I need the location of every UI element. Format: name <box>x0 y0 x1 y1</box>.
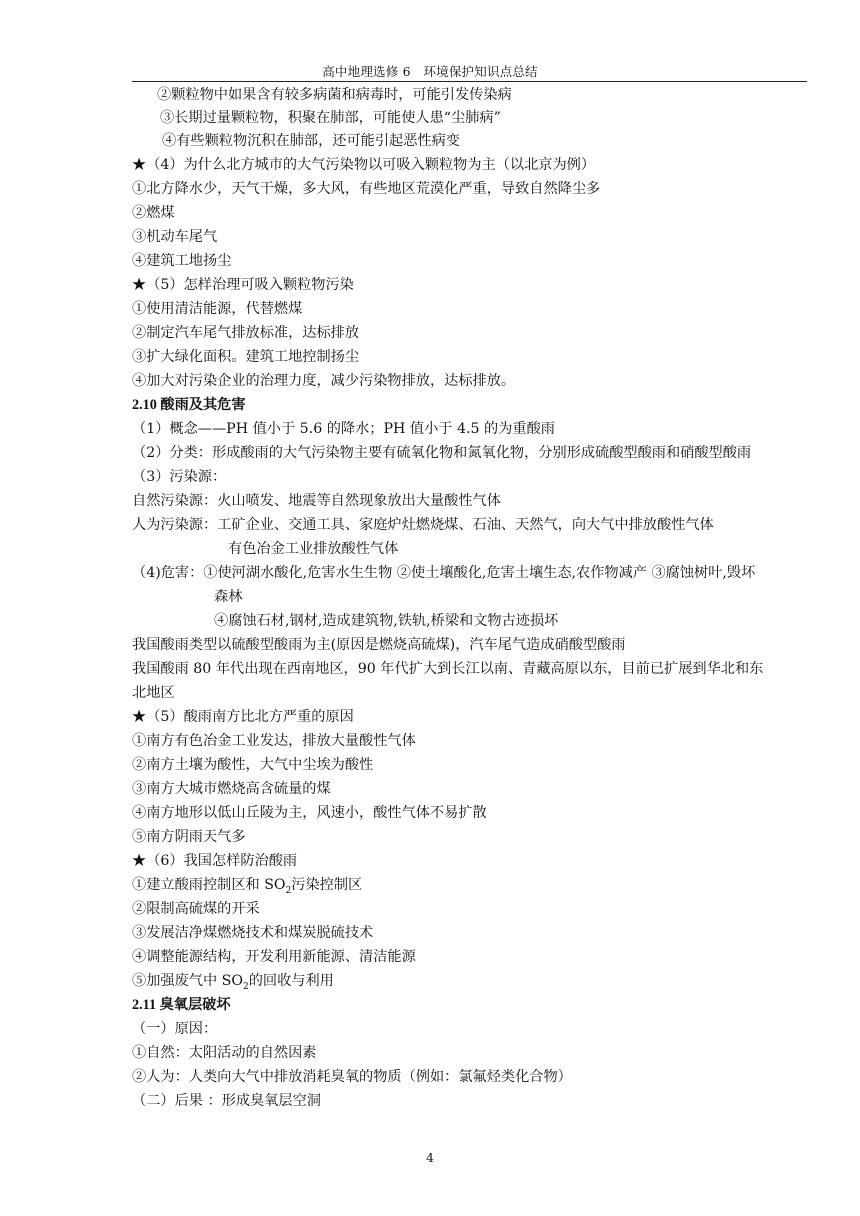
text-line: ③南方大城市燃烧高含硫量的煤 <box>132 781 331 797</box>
text-line: 有色冶金工业排放酸性气体 <box>228 541 399 557</box>
text-line: ④加大对污染企业的治理力度，减少污染物排放，达标排放。 <box>132 373 516 389</box>
text-line: ③扩大绿化面积。建筑工地控制扬尘 <box>132 349 360 365</box>
text-line: ②南方土壤为酸性，大气中尘埃为酸性 <box>132 757 374 773</box>
text-line: ②燃煤 <box>132 205 175 221</box>
text-line: ④南方地形以低山丘陵为主，风速小，酸性气体不易扩散 <box>132 805 487 821</box>
text-line: ①使用清洁能源，代替燃煤 <box>132 301 303 317</box>
header-divider <box>132 81 807 82</box>
text-line: ③发展洁净煤燃烧技术和煤炭脱硫技术 <box>132 925 374 941</box>
section-heading: ★（4）为什么北方城市的大气污染物以可吸入颗粒物为主（以北京为例） <box>132 157 596 173</box>
subscript: 2 <box>285 885 292 896</box>
text-line: 自然污染源：火山喷发、地震等自然现象放出大量酸性气体 <box>132 493 501 509</box>
text-line: ②颗粒物中如果含有较多病菌和病毒时，可能引发传染病 <box>157 87 512 103</box>
chapter-heading: 2.10 酸雨及其危害 <box>132 397 246 413</box>
page-header: 高中地理选修 6 环境保护知识点总结 <box>322 64 538 79</box>
text-line: 我国酸雨 80 年代出现在西南地区，90 年代扩大到长江以南、青藏高原以东，目前已扩展到华北和东 <box>132 661 764 677</box>
text-line: ④有些颗粒物沉积在肺部，还可能引起恶性病变 <box>162 133 460 149</box>
text-line: 森林 <box>214 589 243 605</box>
text-line: （4)危害：①使河湖水酸化,危害水生生物 ②使土壤酸化,危害土壤生态,农作物减产 ③腐蚀树叶,毁坏 <box>132 565 756 581</box>
text-line: ①北方降水少，天气干燥，多大风，有些地区荒漠化严重，导致自然降尘多 <box>132 181 601 197</box>
text-line: ①自然：太阳活动的自然因素 <box>132 1045 317 1061</box>
text-line: ①南方有色冶金工业发达，排放大量酸性气体 <box>132 733 416 749</box>
text-line: （1）概念——PH 值小于 5.6 的降水；PH 值小于 4.5 的为重酸雨 <box>132 421 555 437</box>
text-line: ③长期过量颗粒物，积聚在肺部，可能使人患“尘肺病” <box>160 110 501 126</box>
text-line: 北地区 <box>132 685 175 701</box>
text-line: ⑤南方阴雨天气多 <box>132 829 246 845</box>
text-line <box>132 876 812 900</box>
text-segment: ①建立酸雨控制区和 SO <box>132 877 286 893</box>
section-heading: ★（5）酸雨南方比北方严重的原因 <box>132 709 354 725</box>
text-line: （3）污染源： <box>132 469 227 485</box>
text-line: 人为污染源：工矿企业、交通工具、家庭炉灶燃烧煤、石油、天然气，向大气中排放酸性气体 <box>132 517 714 533</box>
section-heading: ★（6）我国怎样防治酸雨 <box>132 853 298 869</box>
text-line: （2）分类：形成酸雨的大气污染物主要有硫氧化物和氮氧化物，分别形成硫酸型酸雨和硝酸型酸雨 <box>132 445 752 461</box>
text-line: ④建筑工地扬尘 <box>132 253 232 269</box>
text-line: ②人为：人类向大气中排放消耗臭氧的物质（例如：氯氟烃类化合物） <box>132 1069 572 1085</box>
text-line: （二）后果 ：形成臭氧层空洞 <box>132 1093 321 1109</box>
page-number: 4 <box>426 1150 434 1165</box>
chapter-heading: 2.11 臭氧层破坏 <box>132 997 231 1013</box>
text-line: ④腐蚀石材,钢材,造成建筑物,铁轨,桥梁和文物古迹损坏 <box>214 613 559 629</box>
text-segment: 污染控制区 <box>291 877 363 893</box>
text-line: 我国酸雨类型以硫酸型酸雨为主(原因是燃烧高硫煤)，汽车尾气造成硝酸型酸雨 <box>132 637 626 653</box>
subscript: 2 <box>243 981 249 992</box>
text-line: ②限制高硫煤的开采 <box>132 901 260 917</box>
text-segment: ⑤加强废气中 SO <box>132 973 243 989</box>
text-line: ④调整能源结构，开发利用新能源、清洁能源 <box>132 949 416 965</box>
text-segment: 的回收与利用 <box>248 973 334 989</box>
text-line: ③机动车尾气 <box>132 229 218 245</box>
text-line: （一）原因： <box>132 1021 218 1037</box>
section-heading: ★（5）怎样治理可吸入颗粒物污染 <box>132 277 354 293</box>
text-line <box>132 972 812 996</box>
text-line: ②制定汽车尾气排放标准，达标排放 <box>132 325 360 341</box>
